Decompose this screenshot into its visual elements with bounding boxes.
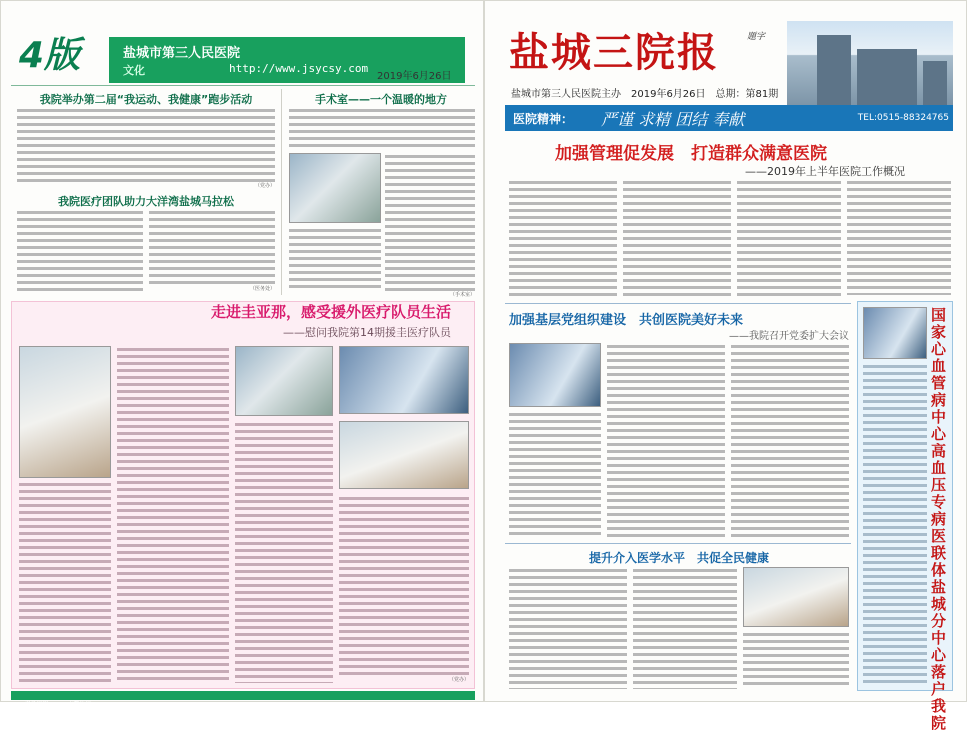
footer-editor: ■责任编辑 (19, 701, 49, 708)
column-divider (281, 89, 282, 295)
divider (505, 303, 851, 304)
article-body-or-3 (289, 227, 381, 291)
article-title-run: 我院举办第二届“我运动、我健康”跑步活动 (39, 93, 253, 106)
article-subtitle-guyana: ——慰问我院第14期援圭医疗队员 (283, 326, 451, 339)
lead-headline: 加强管理促发展 打造群众满意医院 (555, 144, 827, 164)
lead-subheadline: ——2019年上半年医院工作概况 (745, 165, 905, 178)
guyana-photo-4 (339, 421, 469, 489)
article-credit-marathon: （医务处） (249, 286, 275, 292)
divider (505, 543, 851, 544)
lead-body-2 (623, 179, 731, 299)
article-body-run (17, 107, 275, 183)
calligraphy-signature: 題字 (747, 32, 766, 42)
lead-body-1 (509, 179, 617, 299)
party-body-1 (607, 343, 725, 539)
article-title-guyana: 走进圭亚那，感受援外医疗队员生活 (210, 303, 451, 321)
guyana-photo-1 (19, 346, 111, 478)
lead-body-3 (737, 179, 841, 299)
lead-body-4 (847, 179, 951, 295)
website-link[interactable]: http://www.jsycsy.com (229, 62, 369, 75)
article-title-intervention: 提升介入医学水平 共促全民健康 (588, 551, 769, 565)
article-body-guyana-2 (117, 346, 229, 683)
article-credit-run: （党办） (254, 183, 275, 189)
guyana-photo-2 (235, 346, 333, 416)
article-body-marathon-1 (17, 209, 143, 291)
article-body-guyana-4 (339, 495, 469, 675)
intervention-body-1 (509, 567, 627, 689)
sidebar-vertical-title: 国家心血管病中心高血压专病医联体盐城分中心落户我院 (931, 306, 947, 732)
intervention-body-3 (743, 631, 849, 689)
page-number: 4版 (19, 35, 81, 76)
sidebar-photo (863, 307, 927, 359)
party-body-2 (731, 343, 849, 539)
party-meeting-photo (509, 343, 601, 407)
article-body-or-2 (385, 153, 475, 291)
left-hospital-name: 盐城市第三人民医院 (123, 46, 241, 61)
sidebar-body (863, 363, 927, 685)
left-section-label: 文化 (123, 64, 145, 77)
guyana-photo-3 (339, 346, 469, 414)
article-title-marathon: 我院医疗团队助力大洋湾盐城马拉松 (58, 195, 234, 208)
spirit-bar (505, 105, 953, 131)
article-body-marathon-2 (149, 209, 275, 285)
hospital-building-photo (787, 21, 953, 105)
left-page (0, 0, 484, 708)
article-title-party: 加强基层党组织建设 共创医院美好未来 (509, 313, 744, 328)
article-body-guyana-1 (19, 481, 111, 683)
right-page (484, 0, 967, 732)
article-subtitle-party: ——我院召开党委扩大会议 (729, 331, 849, 342)
operating-room-photo (289, 153, 381, 223)
spirit-text: 严谨 求精 团结 奉献 (601, 110, 745, 129)
masthead-info: 盐城市第三人民医院主办 2019年6月26日 总期：第81期 (511, 89, 779, 100)
spirit-label: 医院精神： (513, 112, 574, 126)
article-body-or-1 (289, 107, 475, 151)
telephone: TEL:0515-88324765 (857, 113, 949, 123)
intervention-body-2 (633, 567, 737, 689)
article-body-guyana-3 (235, 421, 333, 683)
article-title-or: 手术室——一个温暖的地方 (315, 93, 447, 106)
newspaper-logo: 盐城三院报 (509, 29, 719, 76)
left-footer-bar (11, 691, 475, 708)
article-credit-guyana: （党办） (448, 677, 469, 683)
party-body-3 (509, 411, 601, 539)
article-credit-or: （手术室） (449, 292, 475, 298)
footer-executor: ■主要执行 (61, 701, 92, 708)
left-date: 2019年6月26日 (377, 71, 452, 82)
divider (11, 85, 475, 86)
intervention-photo (743, 567, 849, 627)
